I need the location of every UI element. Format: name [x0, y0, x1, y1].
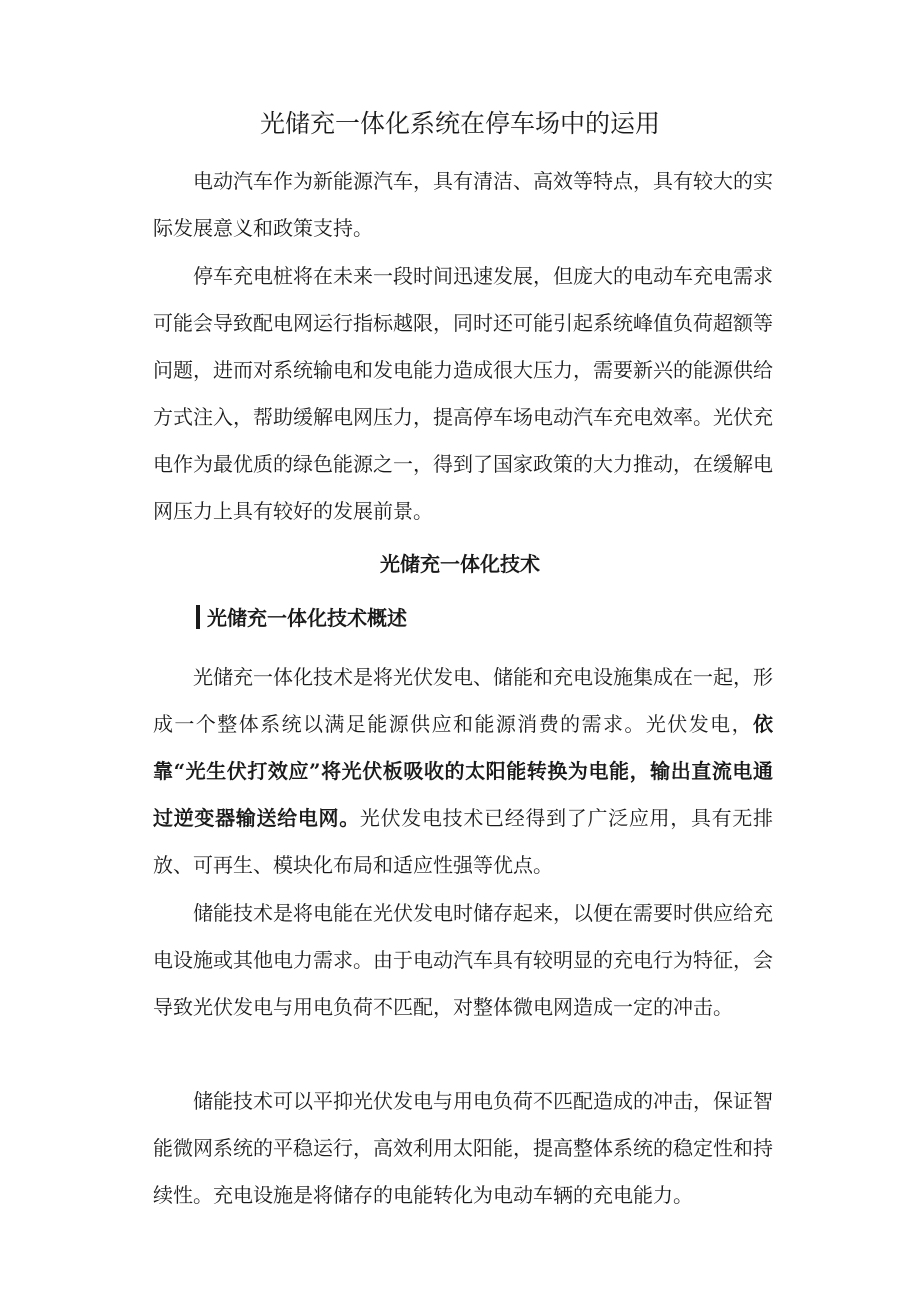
paragraph-overview-bold: 依靠“光生伏打效应”将光伏板吸收的太阳能转换为电能，输出直流电通过逆变器输送给电网。 [153, 712, 773, 830]
section-heading: 光储充一体化技术 [380, 552, 540, 576]
paragraph-overview-text-a: 光储充一体化技术是将光伏发电、储能和充电设施集成在一起，形成一个整体系统以满足能源供应和能源消费的需求。光伏发电， [153, 665, 773, 736]
paragraph-overview [153, 654, 773, 889]
sub-heading [196, 598, 407, 638]
paragraph-storage: 储能技术是将电能在光伏发电时储存起来，以便在需要时供应给充电设施或其他电力需求。由于电动汽车具有较明显的充电行为特征，会导致光伏发电与用电负荷不匹配，对整体微电网造成一定的冲击。 [153, 901, 773, 1019]
paragraph-charging-demand: 停车充电桩将在未来一段时间迅速发展，但庞大的电动车充电需求可能会导致配电网运行指标越限，同时还可能引起系统峰值负荷超额等问题，进而对系统输电和发电能力造成很大压力，需要新兴的能源供给方式注入，帮助缓解电网压力，提高停车场电动汽车充电效率。光伏充电作为最优质的绿色能源之一，得到了国家政策的大力推动，在缓解电网压力上具有较好的发展前景。 [153, 264, 773, 523]
heading-bar-marker [196, 605, 200, 629]
paragraph-storage-benefits: 储能技术可以平抑光伏发电与用电负荷不匹配造成的冲击，保证智能微网系统的平稳运行，高效利用太阳能，提高整体系统的稳定性和持续性。充电设施是将储存的电能转化为电动车辆的充电能力。 [153, 1089, 773, 1207]
paragraph-intro: 电动汽车作为新能源汽车，具有清洁、高效等特点，具有较大的实际发展意义和政策支持。 [153, 169, 773, 240]
paragraph-overview-text-b: 光伏发电技术已经得到了广泛应用，具有无排放、可再生、模块化布局和适应性强等优点。 [153, 806, 774, 877]
sub-heading-text: 光储充一体化技术概述 [207, 606, 407, 630]
document-title: 光储充一体化系统在停车场中的运用 [259, 109, 660, 138]
